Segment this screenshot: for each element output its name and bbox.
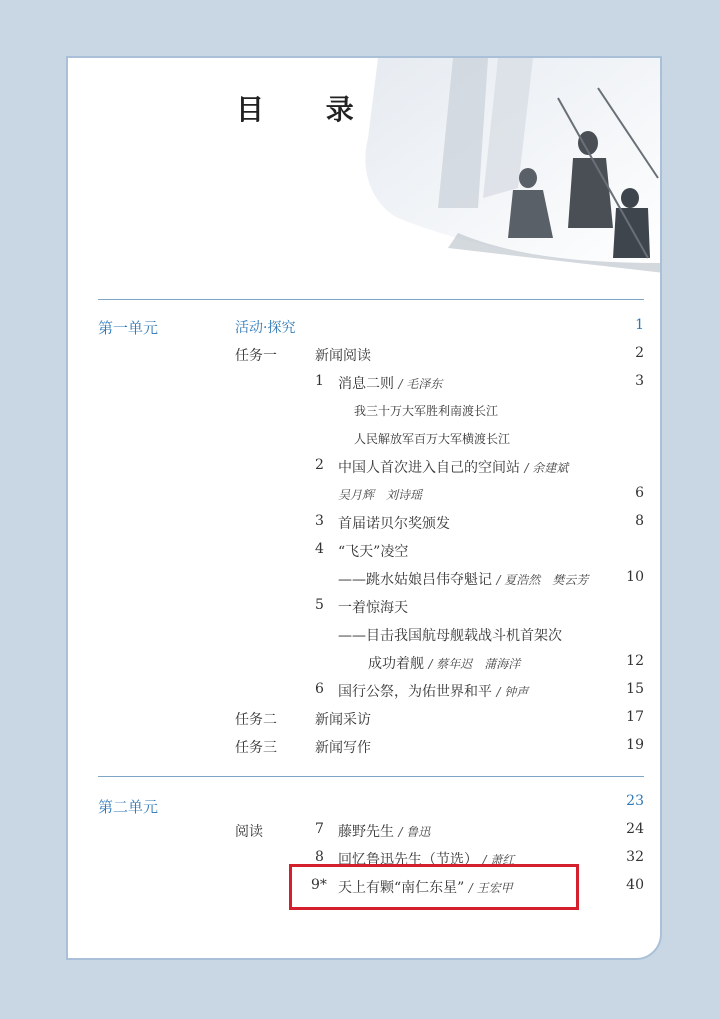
page-number: 6 — [635, 485, 644, 501]
unit-1-divider — [98, 299, 644, 300]
lesson-5-subtitle[interactable]: ——目击我国航母舰载战斗机首架次 — [338, 628, 562, 644]
lesson-number: 6 — [315, 681, 324, 697]
lesson-author: / 夏浩然 樊云芳 — [496, 573, 589, 587]
lesson-5-subtitle-cont[interactable] — [368, 653, 520, 673]
lesson-4-subtitle[interactable] — [338, 569, 588, 589]
toc-page — [66, 56, 662, 960]
lesson-author: / 毛泽东 — [398, 377, 443, 391]
page-number: 1 — [635, 317, 644, 333]
task-3-label: 任务三 — [235, 740, 277, 756]
lesson-7-title[interactable] — [338, 821, 430, 841]
page-number: 2 — [635, 345, 644, 361]
page-number: 23 — [626, 793, 644, 809]
lesson-number: 7 — [315, 821, 324, 837]
lesson-author: / 萧红 — [482, 853, 515, 867]
lesson-1a-title[interactable]: 我三十万大军胜利南渡长江 — [354, 404, 499, 418]
task-1-name[interactable]: 新闻阅读 — [315, 348, 371, 364]
page-number: 10 — [626, 569, 644, 585]
task-1-label: 任务一 — [235, 348, 277, 364]
highlight-box — [289, 864, 579, 910]
page-number: 19 — [626, 737, 644, 753]
page-number: 40 — [626, 877, 644, 893]
lesson-number: 2 — [315, 457, 324, 473]
lesson-4-title[interactable]: “飞天”凌空 — [338, 544, 409, 560]
lesson-title: 消息二则 — [338, 376, 394, 392]
boatmen-illustration — [358, 58, 662, 273]
lesson-2-title[interactable] — [338, 457, 568, 477]
page-number: 15 — [626, 681, 644, 697]
lesson-title: 国行公祭，为佑世界和平 — [338, 684, 492, 700]
lesson-2-authors: 吴月辉 刘诗瑶 — [338, 488, 423, 502]
lesson-title: 藤野先生 — [338, 824, 394, 840]
lesson-subtitle: 成功着舰 — [368, 656, 424, 672]
task-2-name[interactable]: 新闻采访 — [315, 712, 371, 728]
lesson-number: 1 — [315, 373, 324, 389]
page-number: 3 — [635, 373, 644, 389]
lesson-title: 中国人首次进入自己的空间站 — [338, 460, 520, 476]
lesson-6-title[interactable] — [338, 681, 528, 701]
page-number: 17 — [626, 709, 644, 725]
lesson-title: 回忆鲁迅先生（节选） — [338, 852, 478, 868]
lesson-number: 5 — [315, 597, 324, 613]
lesson-1b-title[interactable]: 人民解放军百万大军横渡长江 — [354, 432, 511, 446]
lesson-number: 3 — [315, 513, 324, 529]
task-3-name[interactable]: 新闻写作 — [315, 740, 371, 756]
unit-2-divider — [98, 776, 644, 777]
lesson-3-title[interactable]: 首届诺贝尔奖颁发 — [338, 516, 450, 532]
lesson-author: / 余建斌 — [524, 461, 569, 475]
activity-label[interactable]: 活动·探究 — [235, 320, 296, 336]
lesson-number: 8 — [315, 849, 324, 865]
lesson-number: 9* — [311, 877, 327, 893]
lesson-author: / 王宏甲 — [468, 881, 513, 895]
lesson-author: / 钟声 — [496, 685, 529, 699]
lesson-1-title[interactable] — [338, 373, 442, 393]
unit-2-label: 第二单元 — [98, 798, 159, 816]
reading-label: 阅读 — [235, 824, 263, 840]
lesson-author: / 鲁迅 — [398, 825, 431, 839]
lesson-author: / 蔡年迟 蒲海洋 — [428, 657, 521, 671]
task-2-label: 任务二 — [235, 712, 277, 728]
lesson-subtitle: ——跳水姑娘吕伟夺魁记 — [338, 572, 492, 588]
page-number: 24 — [626, 821, 644, 837]
page-title: 目 录 — [236, 93, 380, 126]
page-number: 32 — [626, 849, 644, 865]
lesson-5-title[interactable]: 一着惊海天 — [338, 600, 408, 616]
lesson-title: 天上有颗“南仁东星” — [338, 880, 465, 896]
lesson-number: 4 — [315, 541, 324, 557]
page-number: 12 — [626, 653, 644, 669]
page-number: 8 — [635, 513, 644, 529]
unit-1-label: 第一单元 — [98, 319, 159, 337]
